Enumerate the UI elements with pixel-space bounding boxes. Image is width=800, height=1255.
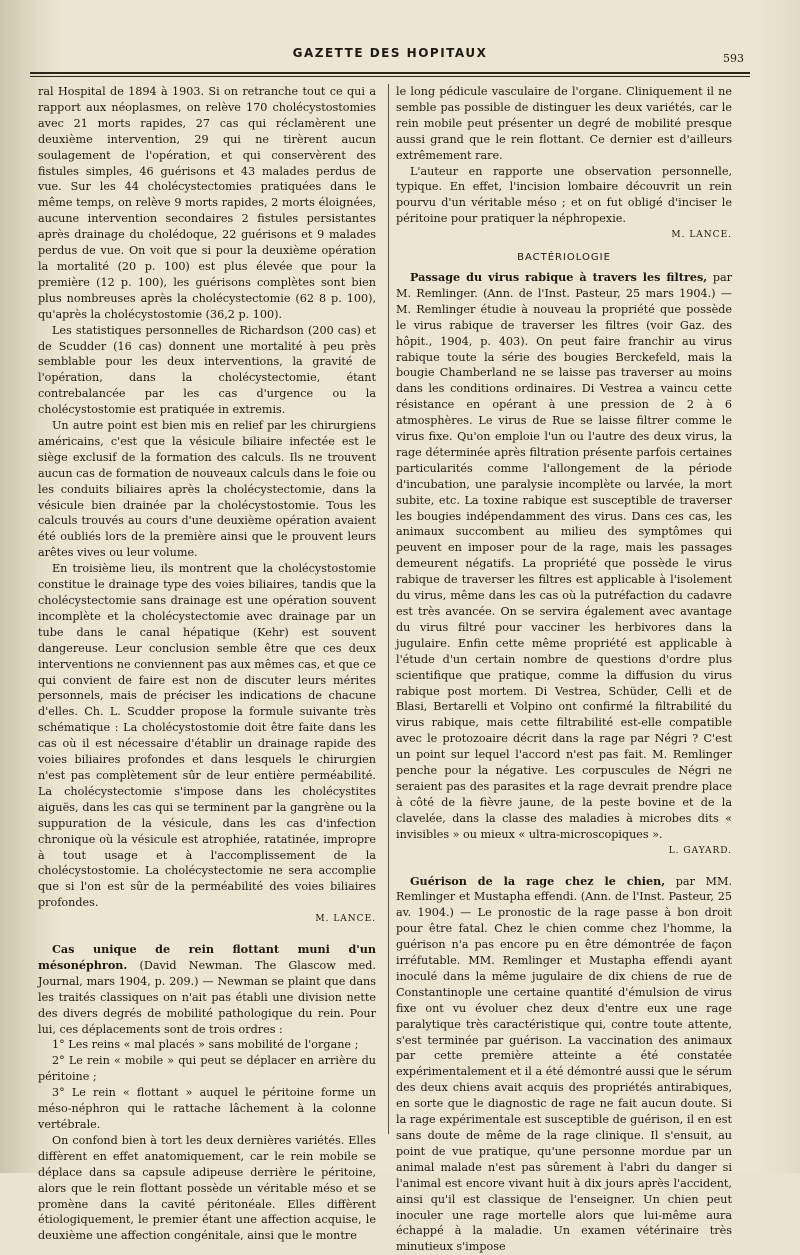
section-heading: BACTÉRIOLOGIE (517, 252, 611, 264)
paragraph: Le pronostic de la rage passe à bon droit pour être fatal. Chez le chien comme chez l'homme, la guérison n'a pas encore pu en être démontrée de façon irréfutable. MM. Remlinger et Mustapha effendi ayant inoculé dans la même jugulaire de dix chiens de rue de Constantinople une certaine quantité d'émulsion de virus fixe ont vu évoluer chez deux d'entre eux une rage paralytique très caractéristique qui, contre toute attente, s'est terminée par guérison. La vaccination des animaux par cette première atteinte a été constatée expérimentalement et il a été démontré aussi que le sérum des deux chiens avait acquis des propriétés antirabiques, en sorte que le diagnostic de rage ne fait aucun doute. Si la rage expérimentale est susceptible de guérison, il en est sans doute de même de la rage clinique. Il s'ensuit, au point de vue pratique, qu'une personne mordue par un animal malade n'est pas sûrement à l'abri du danger si l'animal est encore vivant huit à dix jours après l'accident, ainsi qu'il est classique de l'enseigner. Un chien peut inoculer une rage mortelle alors que lui-même aura échappé à la maladie. Un examen vétérinaire très minutieux s'impose (396, 906, 733, 1254)
header-rule-thick (30, 72, 750, 74)
article-title: Cas unique de rein flottant muni d'un mésonéphron. (38, 942, 376, 972)
header-rule-thin (30, 76, 750, 77)
paragraph: L'auteur en rapporte une observation personnelle, typique. En effet, l'incision lombaire découvrit un rein pourvu d'un véritable méso ; et on fut obligé d'inciser le péritoine pour pratiquer la néphropexie. (396, 164, 732, 226)
article-title: Passage du virus rabique à travers les filtres, (410, 269, 708, 284)
article-reference: par M. Remlinger. (Ann. de l'Inst. Pasteur, 25 mars 1904.) — (396, 270, 733, 300)
paragraph: ral Hospital de 1894 à 1903. Si on retranche tout ce qui a rapport aux néoplasmes, on relève 170 cholécystostomies avec 21 morts rapides, 27 cas qui réclamèrent une deuxième intervention, 29 qui ne tirèrent aucun soulagement de l'opération, et qui conservèrent des fistules simples, 46 guérisons et 43 malades perdus de vue. Sur les 44 cholécystectomies pratiquées dans le même temps, on relève 9 morts rapides, 2 morts éloignées, aucune intervention secondaires 2 fistules persistantes après drainage du cholédoque, 22 guérisons et 9 malades perdus de vue. On voit que si pour la deuxième opération la mortalité (20 p. 100) est plus élevée que pour la première (12 p. 100), les guérisons complètes sont bien plus nombreuses après la cholécystectomie (62 8 p. 100), qu'après la cholécystostomie (36,2 p. 100). (38, 85, 376, 321)
paragraph: Un autre point est bien mis en relief par les chirurgiens américains, c'est que la vésicule biliaire infectée est le siège exclusif de la formation des calculs. Ils ne trouvent aucun cas de formation de nouveaux calculs dans le foie ou les conduits biliaires après la cholécystectomie, dans la vésicule bien drainée par la cholécystostomie. Tous les calculs trouvés au cours d'une deuxième opération avaient été oubliés lors de la première ainsi que le prouvent leurs arêtes vives ou leur volume. (38, 419, 376, 560)
page-header (30, 38, 750, 70)
article-reference: par MM. Remlinger et Mustapha effendi. (Ann. de l'Inst. Pasteur, 25 av. 1904.) — (396, 874, 732, 920)
page-number: 593 (723, 52, 744, 65)
list-item: 2° Le rein « mobile » qui peut se déplacer en arrière du péritoine ; (38, 1054, 376, 1084)
paragraph: Les statistiques personnelles de Richardson (200 cas) et de Scudder (16 cas) donnent une mortalité à peu près semblable pour les deux interventions, la gravité de l'opération, dans la cholécystectomie, étant contrebalancée par les cas d'urgence ou la cholécystostomie est pratiquée in extremis. (38, 323, 376, 417)
paragraph: On confond bien à tort les deux dernières variétés. Elles diffèrent en effet anatomiquement, car le rein mobile se déplace dans sa capsule adipeuse derrière le péritoine, alors que le rein flottant possède un véritable méso et se promène dans la cavité péritonéale. Elles diffèrent étiologiquement, le premier étant une affection acquise, le deuxième une affection congénitale, ainsi que le montre (38, 1133, 376, 1243)
right-column (396, 84, 732, 1255)
article-reference: (David Newman. The Glascow med. Journal, mars 1904, p. 209.) (38, 958, 376, 988)
list-item: 3° Le rein « flottant » auquel le péritoine forme un méso-néphron qui le rattache lâchement à la colonne vertébrale. (38, 1086, 376, 1131)
left-column (38, 84, 376, 1244)
column-divider (388, 84, 389, 1134)
list-item: 1° Les reins « mal placés » sans mobilité de l'organe ; (52, 1038, 359, 1052)
paragraph: En troisième lieu, ils montrent que la cholécystostomie constitue le drainage type des voies biliaires, tandis que la cholécystectomie sans drainage est une opération souvent incomplète et la cholécystectomie avec drainage par un tube dans le canal hépatique (Kehr) est souvent dangereuse. Leur conclusion semble être que ces deux interventions ne conviennent pas aux mêmes cas, et que ce qui convient de faire est non de discuter leurs mérites personnels, mais de préciser les indications de chacune d'elles. Ch. L. Scudder propose la formule suivante très schématique : La cholécystostomie doit être faite dans les cas où il est nécessaire d'établir un drainage rapide des voies biliaires profondes et dans lesquels le chirurgien n'est pas complètement sûr de leur entière perméabilité. La cholécystectomie s'impose dans les cholécystites aiguës, dans les cas qui se terminent par la gangrène ou la suppuration de la vésicule, dans les cas d'infection chronique où la vésicule est atrophiée, ratatinée, impropre à tout usage et à l'accomplissement de la cholécystostomie. La cholécystectomie ne sera accomplie que si l'on est sûr de la perméabilité des voies biliaires profondes. (38, 562, 376, 910)
paragraph: le long pédicule vasculaire de l'organe. Cliniquement il ne semble pas possible de distinguer les deux variétés, car le rein mobile peut présenter un degré de mobilité presque aussi grand que le rein flottant. Ce dernier est d'ailleurs extrêmement rare. (396, 85, 732, 162)
author-signature: L. GAYARD. (668, 845, 732, 856)
author-signature: M. LANCE. (671, 230, 732, 241)
article-title: Guérison de la rage chez le chien, (410, 873, 666, 888)
author-signature: M. LANCE. (315, 914, 376, 925)
paragraph: M. Remlinger étudie à nouveau la propriété que possède le virus rabique de traverser les filtres (voir Gaz. des hôpit., 1904, p. 403). On peut faire franchir au virus rabique toute la série des bougies Berckefeld, mais la bougie Chamberland ne se laisse pas traverser au moins dans les conditions ordinaires. Di Vestrea a vaincu cette résistance en opérant à une pression de 2 à 6 atmosphères. Le virus de Rue se laisse filtrer comme le virus fixe. Qu'on emploie l'un ou l'autre des deux virus, la rage déterminée après filtration présente parfois certaines particularités comme l'allongement de la période d'incubation, une paralysie incomplète ou larvée, la mort subite, etc. La toxine rabique est susceptible de traverser les bougies indépendamment des virus. Dans ces cas, les animaux succombent au milieu des symptômes qui peuvent en imposer pour de la rage, mais les passages demeurent négatifs. La propriété que possède le virus rabique de traverser les filtres est applicable à l'isolement du virus, même dans les cas où la putréfaction du cadavre est très avancée. On se servira également avec avantage du virus filtré pour vacciner les herbivores dans la jugulaire. Enfin cette même propriété est applicable à l'étude d'un certain nombre de questions d'ordre plus scientifique que pratique, comme la diffusion du virus rabique post mortem. Di Vestrea, Schüder, Celli et de Blasi, Bertarelli et Volpino ont confirmé la filtrabilité du virus rabique, mais cette filtrabilité est-elle compatible avec le protozoaire décrit dans la rage par Négri ? C'est un point sur lequel l'accord n'est pas fait. M. Remlinger penche pour la négative. Les corpuscules de Négri ne seraient pas des parasites et la rage devrait prendre place à côté de la fièvre jaune, de la peste bovine et de la clavelée, dans la classe des maladies à microbes dits « invisibles » ou mieux « ultra-microscopiques ». (396, 302, 732, 841)
journal-title: GAZETTE DES HOPITAUX (292, 46, 488, 60)
paragraph: — Newman se plaint que dans les traités classiques on n'ait pas établi une division nette des divers degrés de mobilité pathologique du rein. Pour lui, ces déplacements sont de trois ordres : (38, 974, 376, 1036)
